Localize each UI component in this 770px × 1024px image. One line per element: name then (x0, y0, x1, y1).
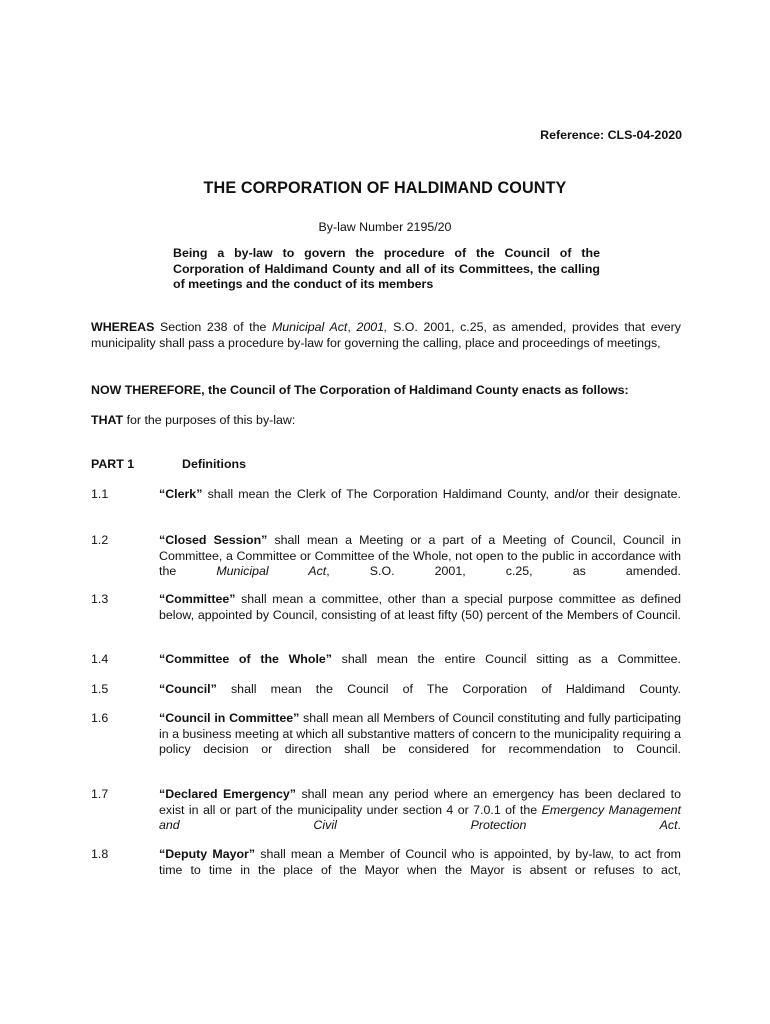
that-text: for the purposes of this by-law: (123, 413, 296, 427)
now-therefore-clause: NOW THEREFORE, the Council of The Corporation of Haldimand County enacts as follows: (91, 383, 629, 397)
definition-body: shall mean all Members of Council constituting and fully participating in a business meeting at which all substantive matters of concern to the municipality requiring a policy decision or direction shall be considered for recommendation to Council. (159, 711, 681, 756)
definition-italic: Municipal Act (216, 564, 327, 578)
definition-text (159, 847, 681, 894)
definition-number: 1.5 (91, 682, 109, 696)
whereas-lead: WHEREAS (91, 320, 155, 334)
definition-term: “Council in Committee” (159, 711, 300, 725)
definition-body-after: . (677, 818, 681, 832)
definition-italic: Emergency Management and Civil Protection Act (159, 802, 681, 832)
definition-number: 1.7 (91, 787, 109, 801)
part-label: PART 1 (91, 457, 135, 471)
definition-text (159, 487, 681, 518)
definition-term: “Clerk” (159, 487, 203, 501)
definition-text (159, 787, 681, 849)
definition-term: “Deputy Mayor” (159, 847, 256, 861)
definition-text (159, 711, 681, 773)
definition-body: shall mean the entire Council sitting as a Committee. (331, 652, 681, 666)
definition-term: “Declared Emergency” (159, 787, 296, 801)
definition-number: 1.3 (91, 592, 109, 606)
bylaw-purpose: Being a by-law to govern the procedure of the Council of the Corporation of Haldimand County and all of its Committees, the calling of meetings and the conduct of its members (173, 246, 600, 292)
definition-text (159, 592, 681, 639)
document-title: THE CORPORATION OF HALDIMAND COUNTY (203, 179, 567, 197)
part-title: Definitions (182, 457, 247, 471)
whereas-clause (91, 320, 681, 351)
definition-term: “Closed Session” (159, 533, 268, 547)
definition-body: shall mean the Council of The Corporation of Haldimand County. (216, 682, 681, 696)
definition-text (159, 652, 681, 683)
definition-body: shall mean the Clerk of The Corporation Haldimand County, and/or their designate. (202, 487, 681, 501)
definition-text (159, 533, 681, 595)
definition-body: shall mean a Meeting or a part of a Meeting of Council, Council in Committee, a Committee or Committee of the Whole, not open to the public in accordance with the (159, 533, 681, 578)
definition-body-after: , S.O. 2001, c.25, as amended. (326, 564, 681, 578)
that-clause (91, 413, 681, 429)
definition-body: shall mean a Member of Council who is appointed, by by-law, to act from time to time in the place of the Mayor when the Mayor is absent or refuses to act, (159, 847, 682, 877)
definition-number: 1.8 (91, 847, 109, 861)
definition-number: 1.1 (91, 487, 109, 501)
whereas-act: Municipal Act (271, 320, 348, 334)
whereas-text-2: , (347, 320, 357, 334)
reference-number: Reference: CLS-04-2020 (540, 128, 682, 142)
part-heading (91, 457, 247, 473)
definition-term: “Committee of the Whole” (159, 652, 332, 666)
definition-number: 1.2 (91, 533, 109, 547)
definition-term: “Committee” (159, 592, 236, 606)
definition-body: shall mean any period where an emergency has been declared to exist in all or part of the municipality under section 4 or 7.0.1 of the (159, 787, 682, 817)
definition-text (159, 682, 681, 713)
whereas-year: 2001, (356, 320, 388, 334)
definition-body: shall mean a committee, other than a special purpose committee as defined below, appointed by Council, consisting of at least fifty (50) percent of the Members of Council. (159, 592, 681, 622)
bylaw-number: By-law Number 2195/20 (318, 220, 452, 234)
whereas-text-3: S.O. 2001, c.25, as amended, provides that every municipality shall pass a procedure by-law for governing the calling, place and proceedings of meetings, (91, 320, 681, 350)
whereas-text-1: Section 238 of the (154, 320, 272, 334)
definition-term: “Council” (159, 682, 217, 696)
definition-number: 1.6 (91, 711, 109, 725)
definition-number: 1.4 (91, 652, 109, 666)
that-lead: THAT (91, 413, 124, 427)
